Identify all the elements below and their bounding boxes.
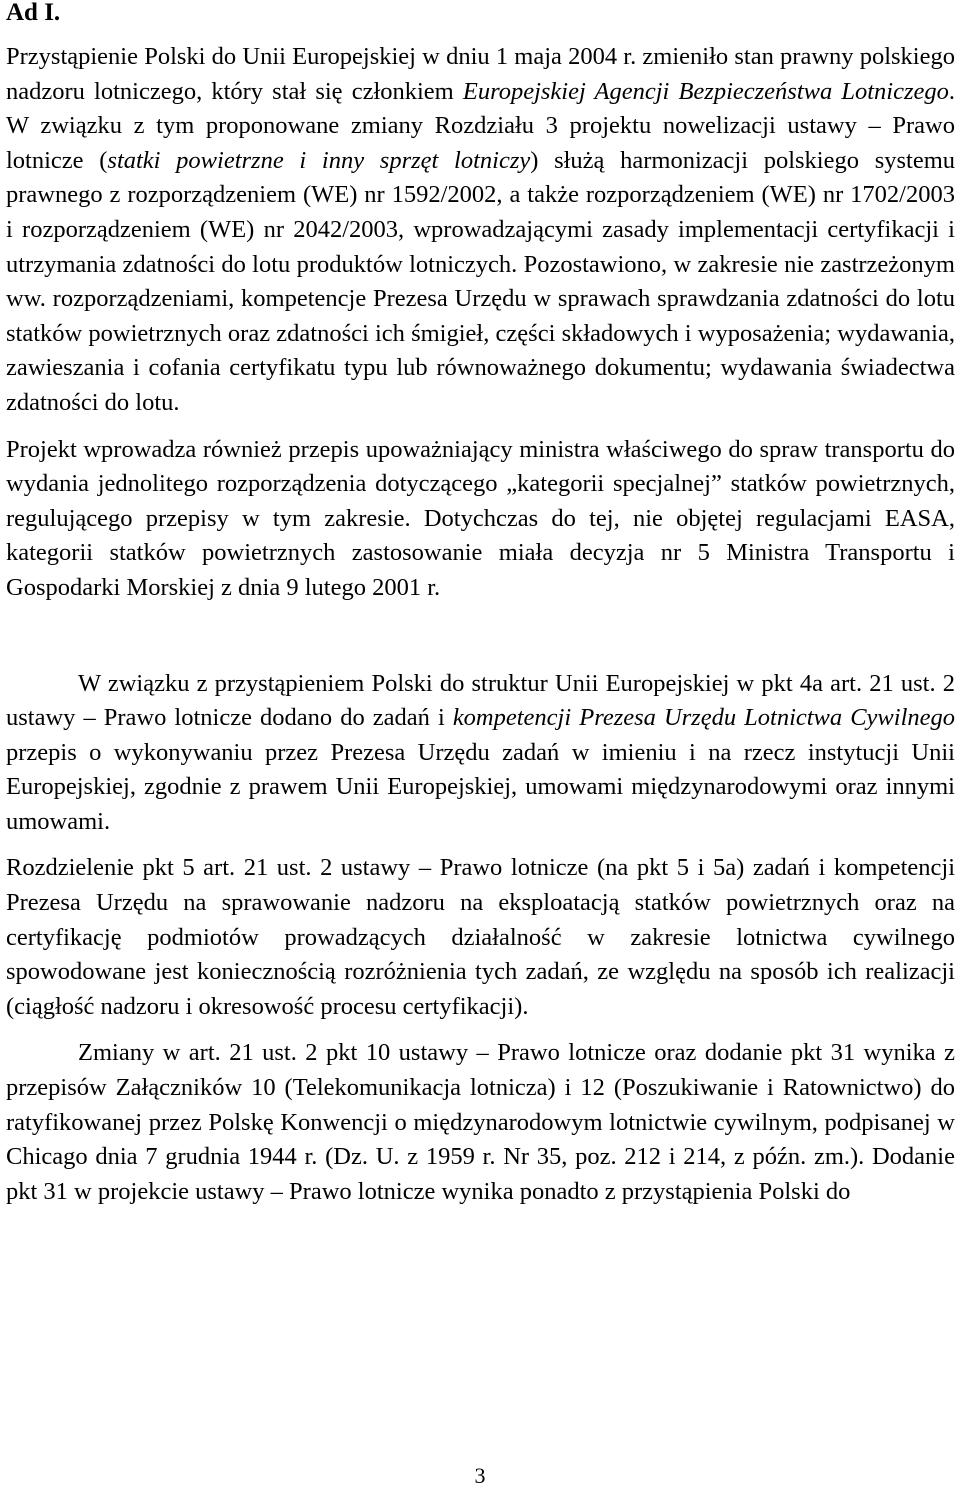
paragraph-4 bbox=[6, 851, 955, 1024]
section-heading: Ad I. bbox=[6, 0, 61, 26]
document-page bbox=[6, 0, 955, 1209]
page-number: 3 bbox=[474, 1463, 486, 1488]
paragraph-1-text-c: ) służą harmonizacji polskiego systemu prawnego z rozporządzeniem (WE) nr 1592/2002, a także rozporządzeniem (WE) nr 1702/2003 i rozporządzeniem (WE) nr 2042/2003, wprowadzającymi zasady implementacji certyfikacji i utrzymania zdatności do lotu produktów lotniczych. Pozostawiono, w zakresie nie zastrzeżonym ww. rozporządzeniami, kompetencje Prezesa Urzędu w sprawach sprawdzania zdatności do lotu statków powietrznych oraz zdatności ich śmigieł, części składowych i wyposażenia; wydawania, zawieszania i cofania certyfikatu typu lub równoważnego dokumentu; wydawania świadectwa zdatności do lotu. bbox=[6, 146, 955, 416]
paragraph-5 bbox=[6, 1036, 955, 1209]
paragraph-2 bbox=[6, 433, 955, 606]
paragraph-1-italic-agency: Europejskiej Agencji Bezpieczeństwa Lotniczego bbox=[462, 77, 949, 105]
paragraph-1 bbox=[6, 40, 955, 421]
paragraph-1-text-a: Przystąpienie Polski do Unii Europejskiej w dniu 1 maja 2004 r. zmieniło stan prawny polskiego nadzoru lotniczego, który stał się członkiem bbox=[6, 43, 955, 105]
paragraph-5-text: Zmiany w art. 21 ust. 2 pkt 10 ustawy – Prawo lotnicze oraz dodanie pkt 31 wynika z przepisów Załączników 10 (Telekomunikacja lotnicza) i 12 (Poszukiwanie i Ratownictwo) do ratyfikowanej przez Polskę Konwencji o międzynarodowym lotnictwie cywilnym, podpisanej w Chicago dnia 7 grudnia 1944 r. (Dz. U. z 1959 r. Nr 35, poz. 212 i 214, z późn. zm.). Dodanie pkt 31 w projekcie ustawy – Prawo lotnicze wynika ponadto z przystąpienia Polski do bbox=[6, 1039, 955, 1205]
paragraph-1-text-b: . W związku z tym proponowane zmiany Rozdziału 3 projektu nowelizacji ustawy – Prawo lotnicze ( bbox=[6, 77, 955, 174]
paragraph-1-italic-aircraft: statki powietrzne i inny sprzęt lotniczy bbox=[107, 146, 531, 174]
paragraph-4-text: Rozdzielenie pkt 5 art. 21 ust. 2 ustawy – Prawo lotnicze (na pkt 5 i 5a) zadań i kompetencji Prezesa Urzędu na sprawowanie nadzoru na eksploatacją statków powietrznych oraz na certyfikację podmiotów prowadzących działalność w zakresie lotnictwa cywilnego spowodowane jest koniecznością rozróżnienia tych zadań, ze względu na sposób ich realizacji (ciągłość nadzoru i okresowość procesu certyfikacji). bbox=[6, 854, 955, 1020]
paragraph-3-text-b: przepis o wykonywaniu przez Prezesa Urzędu zadań w imieniu i na rzecz instytucji Unii Europejskiej, zgodnie z prawem Unii Europejskiej, umowami międzynarodowymi oraz innymi umowami. bbox=[6, 738, 955, 835]
paragraph-3-text-a: W związku z przystąpieniem Polski do struktur Unii Europejskiej w pkt 4a art. 21 ust. 2 ustawy – Prawo lotnicze dodano do zadań i bbox=[6, 669, 955, 732]
paragraph-3 bbox=[6, 667, 955, 840]
paragraph-3-italic-competence: kompetencji Prezesa Urzędu Lotnictwa Cywilnego bbox=[452, 704, 955, 732]
paragraph-2-text: Projekt wprowadza również przepis upoważniający ministra właściwego do spraw transportu do wydania jednolitego rozporządzenia dotyczącego „kategorii specjalnej” statków powietrznych, regulującego przepisy w tym zakresie. Dotychczas do tej, nie objętej regulacjami EASA, kategorii statków powietrznych zastosowanie miała decyzja nr 5 Ministra Transportu i Gospodarki Morskiej z dnia 9 lutego 2001 r. bbox=[6, 435, 955, 601]
